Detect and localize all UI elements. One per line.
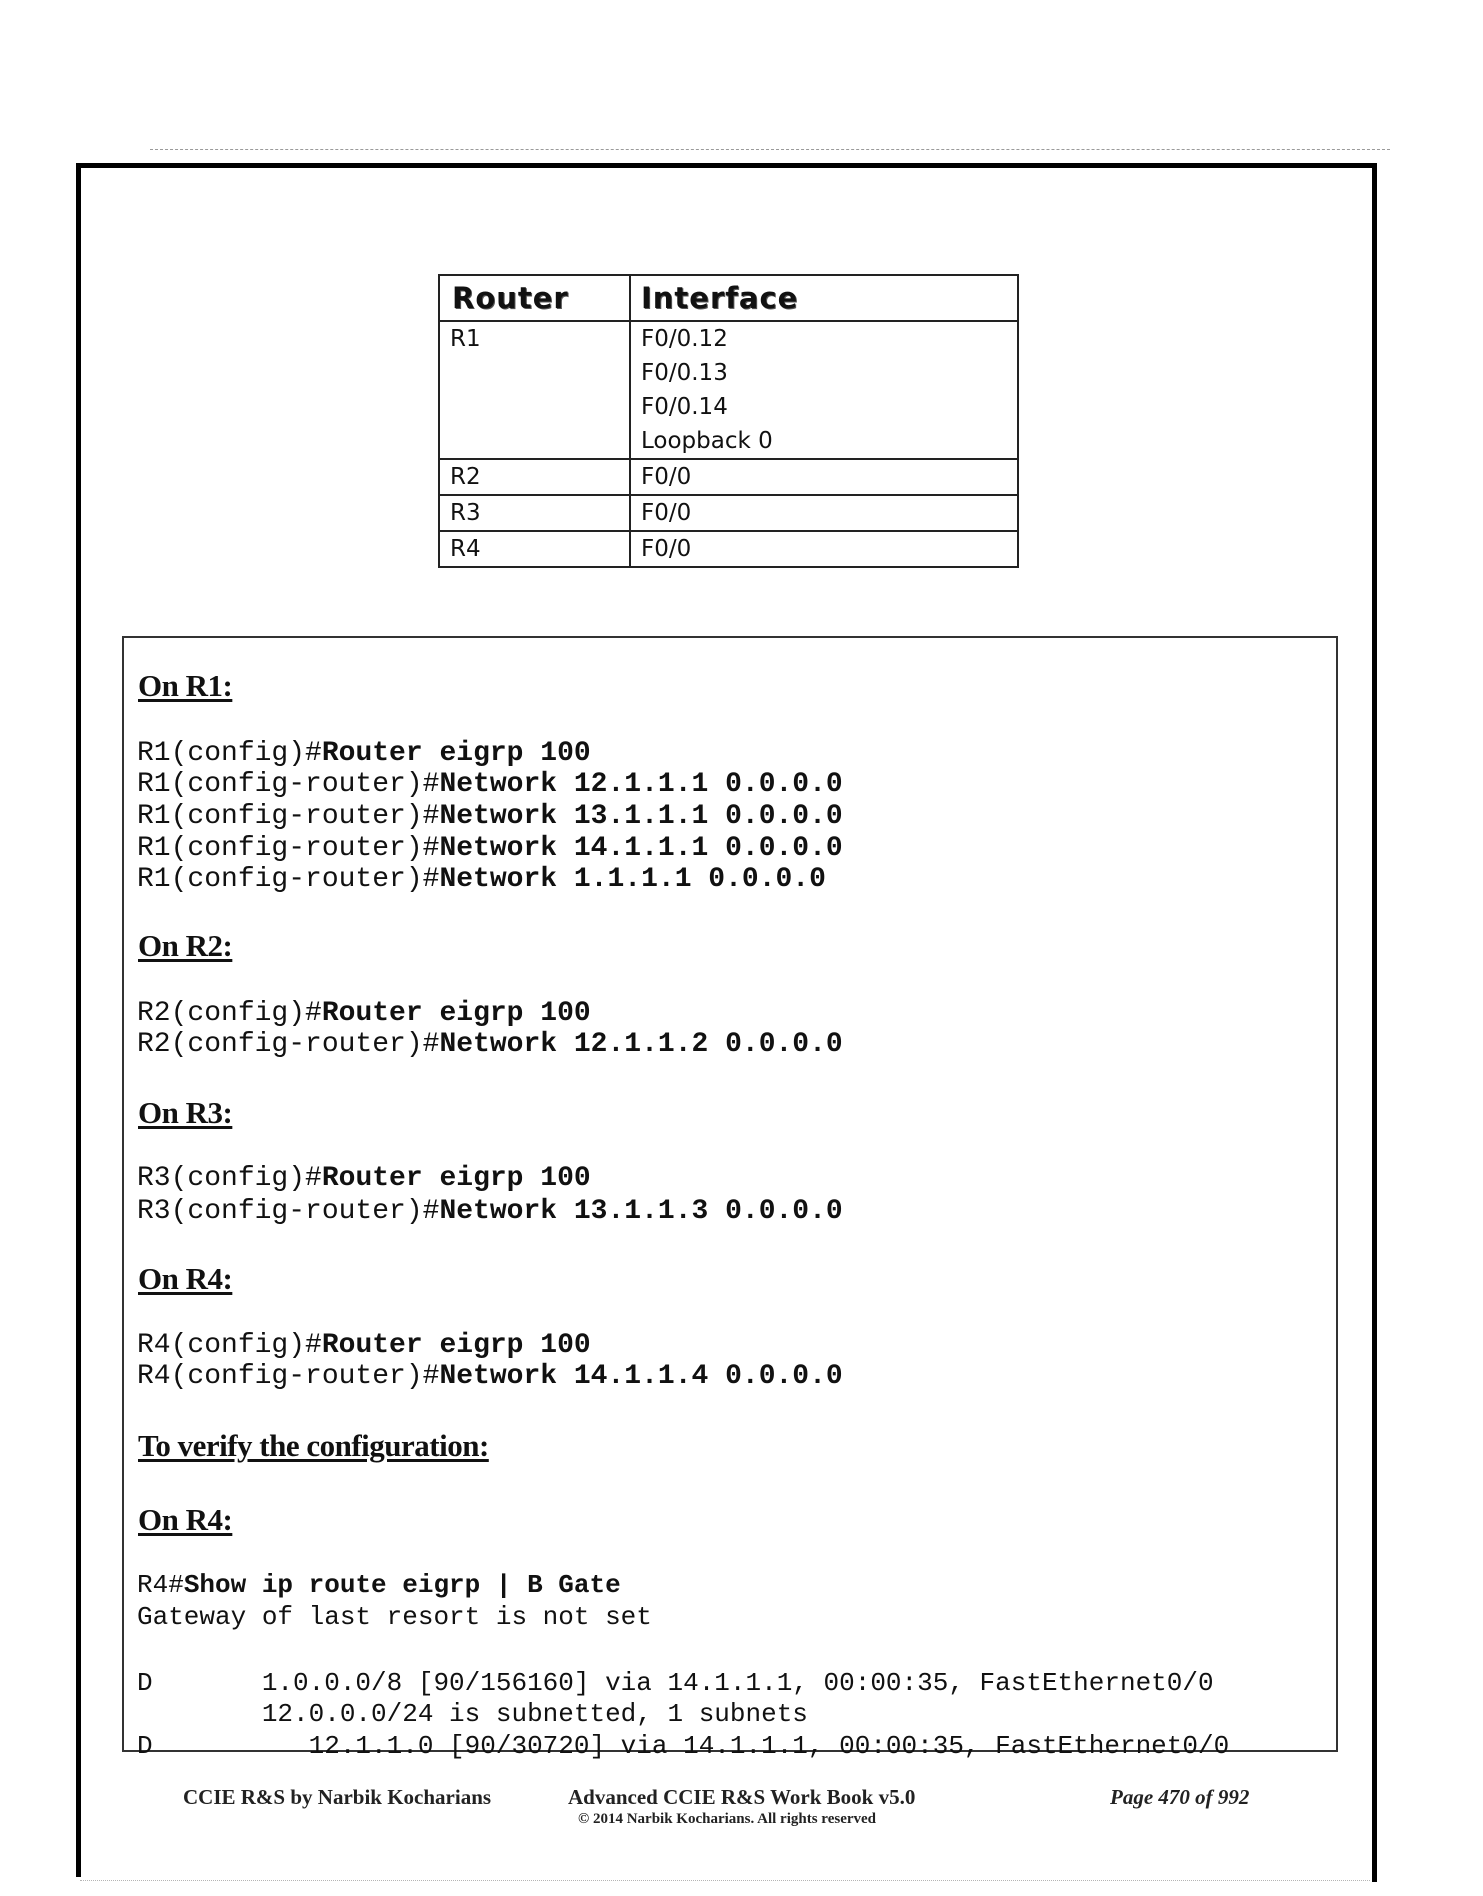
output-line: 12.0.0.0/24 is subnetted, 1 subnets xyxy=(137,1699,808,1729)
code-line xyxy=(137,1361,843,1392)
page-frame-left xyxy=(76,163,81,1877)
prompt: R1(config)# xyxy=(137,738,322,769)
cell-router: R2 xyxy=(439,459,630,495)
table-row xyxy=(439,321,1018,459)
footer-page-number: Page 470 of 992 xyxy=(1110,1785,1250,1809)
footer-copyright: © 2014 Narbik Kocharians. All rights reserved xyxy=(578,1811,877,1827)
page-frame-right xyxy=(1372,163,1377,1882)
interface-name: F0/0.13 xyxy=(641,360,728,386)
code-line xyxy=(137,1196,843,1227)
output-line: Gateway of last resort is not set xyxy=(137,1602,652,1632)
prompt: R4(config)# xyxy=(137,1330,322,1361)
command: Router eigrp 100 xyxy=(321,1330,591,1361)
code-line xyxy=(137,998,591,1029)
page-frame-top xyxy=(76,163,1377,168)
heading-on-r3: On R3: xyxy=(138,1095,233,1130)
code-line xyxy=(137,1163,591,1194)
prompt: R1(config-router)# xyxy=(137,801,440,832)
command: Network 13.1.1.3 0.0.0.0 xyxy=(439,1196,843,1227)
footer-author: CCIE R&S by Narbik Kocharians xyxy=(183,1785,492,1809)
header-router: Router xyxy=(439,275,630,321)
interface-name: F0/0.14 xyxy=(641,394,728,420)
code-line xyxy=(137,833,843,864)
table-row xyxy=(439,495,1018,531)
interface-name: F0/0.12 xyxy=(641,326,728,352)
router-interface-table xyxy=(438,274,1019,568)
command: Router eigrp 100 xyxy=(321,1163,591,1194)
prompt: R1(config-router)# xyxy=(137,864,440,895)
output-line: D 1.0.0.0/8 [90/156160] via 14.1.1.1, 00:00:35, FastEthernet0/0 xyxy=(137,1668,1214,1698)
code-line xyxy=(137,738,591,769)
heading-on-r4: On R4: xyxy=(138,1261,233,1296)
footer-book-title: Advanced CCIE R&S Work Book v5.0 xyxy=(568,1785,916,1809)
prompt: R3(config-router)# xyxy=(137,1196,440,1227)
table-header-row xyxy=(439,275,1018,321)
cell-router: R4 xyxy=(439,531,630,567)
command: Router eigrp 100 xyxy=(321,998,591,1029)
heading-on-r2: On R2: xyxy=(138,928,233,963)
output-line: D 12.1.1.0 [90/30720] via 14.1.1.1, 00:00:35, FastEthernet0/0 xyxy=(137,1731,1230,1761)
router-name: R1 xyxy=(450,326,481,352)
command: Show ip route eigrp | B Gate xyxy=(183,1570,621,1600)
code-line xyxy=(137,1029,843,1060)
heading-verify-on-r4: On R4: xyxy=(138,1502,233,1537)
prompt: R2(config)# xyxy=(137,998,322,1029)
scan-artifact-bottom xyxy=(80,1880,1370,1881)
show-command-line xyxy=(137,1570,621,1601)
prompt: R2(config-router)# xyxy=(137,1029,440,1060)
command: Network 1.1.1.1 0.0.0.0 xyxy=(439,864,826,895)
prompt: R3(config)# xyxy=(137,1163,322,1194)
command: Router eigrp 100 xyxy=(321,738,591,769)
heading-verify: To verify the configuration: xyxy=(138,1428,489,1463)
interface-name: Loopback 0 xyxy=(641,428,773,454)
code-line xyxy=(137,1330,591,1361)
cell-interfaces xyxy=(630,321,1018,459)
command: Network 14.1.1.1 0.0.0.0 xyxy=(439,833,843,864)
code-line xyxy=(137,864,826,895)
command: Network 12.1.1.1 0.0.0.0 xyxy=(439,769,843,800)
prompt: R1(config-router)# xyxy=(137,769,440,800)
table-row xyxy=(439,531,1018,567)
cell-router: R3 xyxy=(439,495,630,531)
cell-interfaces: F0/0 xyxy=(630,459,1018,495)
table-row xyxy=(439,459,1018,495)
cell-router xyxy=(439,321,630,459)
command: Network 14.1.1.4 0.0.0.0 xyxy=(439,1361,843,1392)
prompt: R1(config-router)# xyxy=(137,833,440,864)
cell-interfaces: F0/0 xyxy=(630,531,1018,567)
prompt: R4(config-router)# xyxy=(137,1361,440,1392)
command: Network 12.1.1.2 0.0.0.0 xyxy=(439,1029,843,1060)
scan-artifact-line xyxy=(150,149,1390,150)
prompt: R4# xyxy=(137,1570,184,1600)
code-line xyxy=(137,801,843,832)
heading-on-r1: On R1: xyxy=(138,668,233,703)
command: Network 13.1.1.1 0.0.0.0 xyxy=(439,801,843,832)
cell-interfaces: F0/0 xyxy=(630,495,1018,531)
header-interface: Interface xyxy=(630,275,1018,321)
code-line xyxy=(137,769,843,800)
